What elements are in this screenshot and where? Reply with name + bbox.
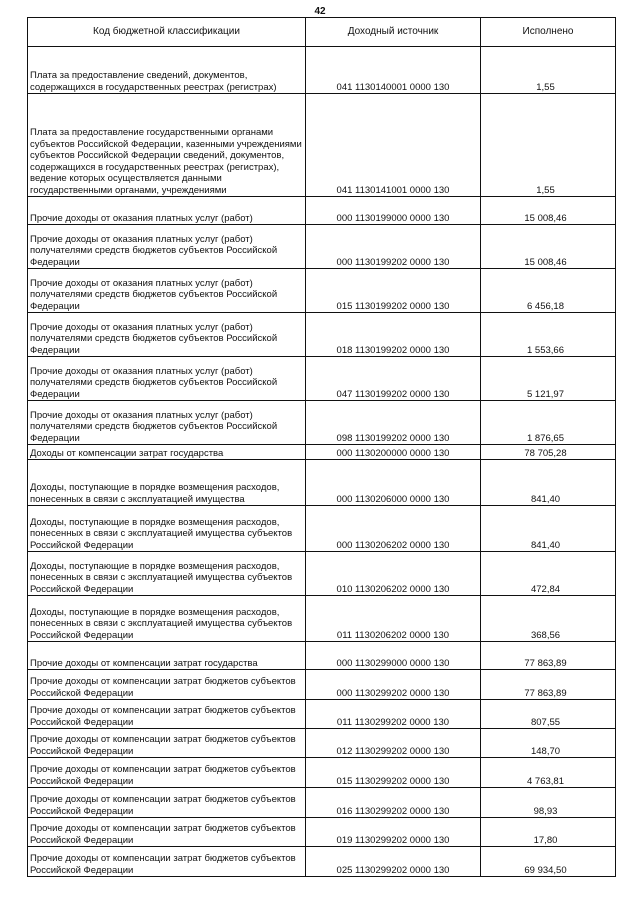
header-executed: Исполнено (481, 18, 616, 47)
row-amount: 1 876,65 (481, 401, 616, 445)
row-name: Прочие доходы от компенсации затрат бюджетов субъектов Российской Федерации (28, 788, 306, 818)
row-amount: 148,70 (481, 729, 616, 758)
row-name: Доходы, поступающие в порядке возмещения расходов, понесенных в связи с эксплуатацией имущества (28, 460, 306, 506)
row-amount: 1,55 (481, 94, 616, 197)
table-row (28, 401, 616, 445)
header-revenue-source: Доходный источник (306, 18, 481, 47)
table-row (28, 729, 616, 758)
row-code: 041 1130141001 0000 130 (306, 94, 481, 197)
row-code: 025 1130299202 0000 130 (306, 847, 481, 877)
table-row (28, 269, 616, 313)
table-row (28, 94, 616, 197)
table-row (28, 642, 616, 670)
row-amount: 98,93 (481, 788, 616, 818)
row-code: 016 1130299202 0000 130 (306, 788, 481, 818)
row-code: 047 1130199202 0000 130 (306, 357, 481, 401)
row-name: Прочие доходы от компенсации затрат бюджетов субъектов Российской Федерации (28, 758, 306, 788)
row-amount: 5 121,97 (481, 357, 616, 401)
row-amount: 69 934,50 (481, 847, 616, 877)
row-amount: 77 863,89 (481, 642, 616, 670)
row-code: 000 1130199202 0000 130 (306, 225, 481, 269)
row-amount: 368,56 (481, 596, 616, 642)
row-code: 012 1130299202 0000 130 (306, 729, 481, 758)
row-name: Прочие доходы от оказания платных услуг (работ) получателями средств бюджетов субъектов Российской Федерации (28, 269, 306, 313)
table-row (28, 758, 616, 788)
row-name: Прочие доходы от оказания платных услуг (работ) получателями средств бюджетов субъектов Российской Федерации (28, 313, 306, 357)
row-code: 098 1130199202 0000 130 (306, 401, 481, 445)
row-code: 000 1130199000 0000 130 (306, 197, 481, 225)
row-name: Доходы, поступающие в порядке возмещения расходов, понесенных в связи с эксплуатацией имущества субъектов Российской Федерации (28, 596, 306, 642)
row-code: 010 1130206202 0000 130 (306, 552, 481, 596)
revenue-table (27, 17, 616, 877)
row-amount: 1,55 (481, 47, 616, 94)
row-code: 000 1130206000 0000 130 (306, 460, 481, 506)
row-name: Прочие доходы от компенсации затрат государства (28, 642, 306, 670)
row-name: Прочие доходы от компенсации затрат бюджетов субъектов Российской Федерации (28, 670, 306, 700)
row-code: 015 1130199202 0000 130 (306, 269, 481, 313)
row-name: Прочие доходы от оказания платных услуг (работ) получателями средств бюджетов субъектов Российской Федерации (28, 357, 306, 401)
table-row (28, 596, 616, 642)
table-row (28, 313, 616, 357)
row-code: 000 1130299202 0000 130 (306, 670, 481, 700)
table-row (28, 357, 616, 401)
table-row (28, 670, 616, 700)
row-code: 041 1130140001 0000 130 (306, 47, 481, 94)
row-name: Прочие доходы от оказания платных услуг (работ) (28, 197, 306, 225)
row-name: Доходы от компенсации затрат государства (28, 445, 306, 460)
table-row (28, 847, 616, 877)
table-row (28, 788, 616, 818)
row-amount: 4 763,81 (481, 758, 616, 788)
row-name: Прочие доходы от оказания платных услуг (работ) получателями средств бюджетов субъектов Российской Федерации (28, 401, 306, 445)
row-name: Прочие доходы от компенсации затрат бюджетов субъектов Российской Федерации (28, 818, 306, 847)
table-row (28, 47, 616, 94)
row-amount: 807,55 (481, 700, 616, 729)
row-amount: 841,40 (481, 460, 616, 506)
row-code: 000 1130206202 0000 130 (306, 506, 481, 552)
table-row (28, 506, 616, 552)
row-code: 019 1130299202 0000 130 (306, 818, 481, 847)
header-classification-code: Код бюджетной классификации (28, 18, 306, 47)
row-code: 011 1130299202 0000 130 (306, 700, 481, 729)
row-amount: 77 863,89 (481, 670, 616, 700)
row-amount: 1 553,66 (481, 313, 616, 357)
table-row (28, 552, 616, 596)
table-row (28, 225, 616, 269)
row-amount: 6 456,18 (481, 269, 616, 313)
table-header-row (28, 18, 616, 47)
row-name: Прочие доходы от компенсации затрат бюджетов субъектов Российской Федерации (28, 847, 306, 877)
row-code: 015 1130299202 0000 130 (306, 758, 481, 788)
row-amount: 472,84 (481, 552, 616, 596)
row-amount: 15 008,46 (481, 197, 616, 225)
row-code: 018 1130199202 0000 130 (306, 313, 481, 357)
row-amount: 17,80 (481, 818, 616, 847)
table-row (28, 445, 616, 460)
row-amount: 841,40 (481, 506, 616, 552)
table-row (28, 197, 616, 225)
row-name: Прочие доходы от оказания платных услуг (работ) получателями средств бюджетов субъектов Российской Федерации (28, 225, 306, 269)
row-name: Прочие доходы от компенсации затрат бюджетов субъектов Российской Федерации (28, 700, 306, 729)
table-body (28, 47, 616, 877)
row-name: Доходы, поступающие в порядке возмещения расходов, понесенных в связи с эксплуатацией имущества субъектов Российской Федерации (28, 552, 306, 596)
row-name: Прочие доходы от компенсации затрат бюджетов субъектов Российской Федерации (28, 729, 306, 758)
row-name: Плата за предоставление государственными органами субъектов Российской Федерации, казенными учреждениями субъектов Российской Федерации сведений, документов, содержащихся в государственных реестрах (регистрах), ведение которых осуществляется данными государственными органами, учреждениями (28, 94, 306, 197)
row-name: Плата за предоставление сведений, документов, содержащихся в государственных реестрах (регистрах) (28, 47, 306, 94)
table-row (28, 818, 616, 847)
row-code: 011 1130206202 0000 130 (306, 596, 481, 642)
row-code: 000 1130200000 0000 130 (306, 445, 481, 460)
row-amount: 15 008,46 (481, 225, 616, 269)
table-row (28, 460, 616, 506)
row-name: Доходы, поступающие в порядке возмещения расходов, понесенных в связи с эксплуатацией имущества субъектов Российской Федерации (28, 506, 306, 552)
table-row (28, 700, 616, 729)
page-number: 42 (314, 6, 326, 17)
row-amount: 78 705,28 (481, 445, 616, 460)
row-code: 000 1130299000 0000 130 (306, 642, 481, 670)
